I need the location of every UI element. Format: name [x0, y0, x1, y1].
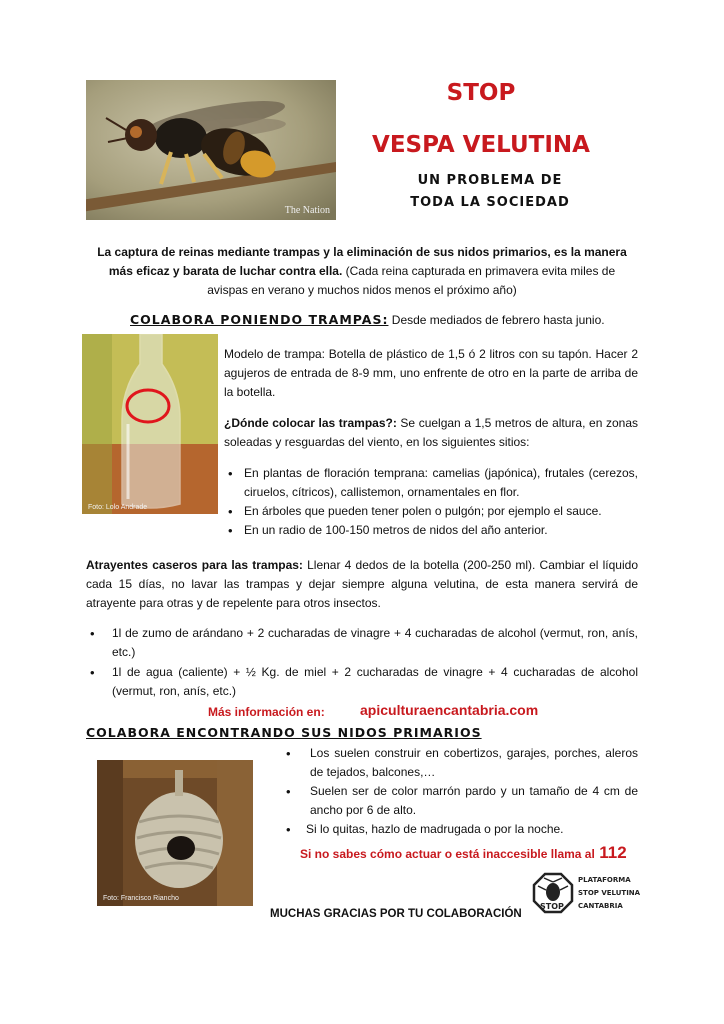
list-item: • 1l de agua (caliente) + ½ Kg. de miel + 2 cucharadas de vinagre + 4 cucharadas de alcohol (vermut, ron, anís, etc.): [86, 663, 638, 701]
list-item: • Si lo quitas, hazlo de madrugada o por la noche.: [282, 820, 638, 839]
call-112-row: [300, 843, 640, 863]
list-item: • Los suelen construir en cobertizos, garajes, porches, aleros de tejados, balcones,…: [282, 744, 638, 782]
list-item: • 1l de zumo de arándano + 2 cucharadas de vinagre + 4 cucharadas de alcohol (vermut, ron, anís, etc.): [86, 624, 638, 662]
attractants-paragraph: [86, 556, 638, 613]
trap-model-text: Modelo de trampa: Botella de plástico de 1,5 ó 2 litros con su tapón. Hacer 2 agujeros de entrada de 8-9 mm, uno enfrente de otro en la parte de arriba de la botella.: [224, 347, 638, 399]
emergency-number: 112: [599, 843, 627, 862]
list-item: • En plantas de floración temprana: camelias (japónica), frutales (cerezos, ciruelos, cítricos), callistemon, ornamentales en flor.: [224, 464, 638, 502]
nest-photo: [97, 760, 253, 906]
logo-line2: STOP VELUTINA: [578, 889, 641, 897]
logo-line1: PLATAFORMA: [578, 876, 631, 884]
trap-places-list: [224, 464, 638, 540]
trap-where-bold: ¿Dónde colocar las trampas?:: [224, 416, 397, 430]
subtitle-line1: UN PROBLEMA DE: [417, 173, 563, 188]
call-text: Si no sabes cómo actuar o está inaccesible llama al: [300, 847, 595, 861]
attractants-bold: Atrayentes caseros para las trampas:: [86, 558, 303, 572]
more-info-label: Más información en:: [208, 705, 325, 719]
list-item: • En un radio de 100-150 metros de nidos del año anterior.: [224, 521, 638, 540]
intro-paragraph: [88, 243, 636, 300]
more-info-link[interactable]: apiculturaencantabria.com: [360, 702, 539, 718]
traps-heading-row: [130, 312, 650, 327]
hornet-photo: [86, 80, 336, 220]
recipes-list: [86, 624, 638, 701]
nests-heading: COLABORA ENCONTRANDO SUS NIDOS PRIMARIOS: [86, 725, 482, 740]
traps-heading-note: Desde mediados de febrero hasta junio.: [388, 313, 605, 327]
attractants-normal: Llenar 4 dedos de la botella (200-250 ml). Cambiar el líquido cada 15 días, no lavar las trampas y dejar siempre alguna velutina, de esta manera servirá de atrayente para otras y de repelente para otros insectos.: [86, 558, 638, 610]
subtitle-line2: TODA LA SOCIEDAD: [410, 195, 570, 210]
bottle-trap-photo: [82, 334, 218, 514]
nest-photo-caption: Foto: Francisco Riancho: [103, 895, 179, 902]
title-stop: STOP: [446, 80, 516, 106]
thanks-text: MUCHAS GRACIAS POR TU COLABORACIÓN: [270, 908, 522, 920]
stop-velutina-logo: [532, 872, 642, 918]
logo-line3: CANTABRIA: [578, 902, 623, 910]
title-vespa-velutina: VESPA VELUTINA: [372, 132, 590, 158]
photo-watermark: The Nation: [284, 205, 330, 216]
trap-where-normal: Se cuelgan a 1,5 metros de altura, en zonas soleadas y resguardas del viento, en los siguientes sitios:: [224, 416, 638, 449]
logo-stamp-text: STOP: [540, 902, 564, 911]
intro-bold: La captura de reinas mediante trampas y la eliminación de sus nidos primarios, es la manera más eficaz y barata de luchar contra ella.: [97, 245, 627, 278]
intro-normal: (Cada reina capturada en primavera evita miles de avispas en verano y muchos nidos menos el próximo año): [207, 264, 616, 297]
trap-where-text: [224, 414, 638, 452]
nest-facts-list: [282, 744, 638, 839]
list-item: • En árboles que pueden tener polen o pulgón; por ejemplo el sauce.: [224, 502, 638, 521]
traps-heading: COLABORA PONIENDO TRAMPAS:: [130, 312, 389, 327]
bottle-photo-caption: Foto: Lolo Andrade: [88, 504, 148, 511]
list-item: • Suelen ser de color marrón pardo y un tamaño de 4 cm de ancho por 6 de alto.: [282, 782, 638, 820]
